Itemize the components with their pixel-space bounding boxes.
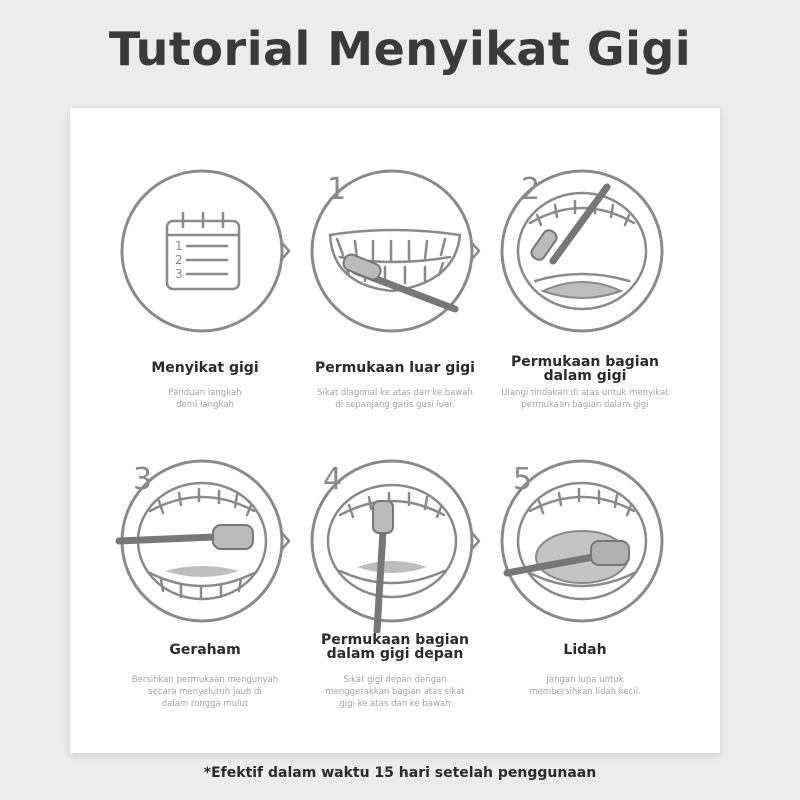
step-title: Menyikat gigi <box>151 360 259 376</box>
step-description: Sikat gigi depan dengan menggerakkan bagian atas sikat gigi ke atas dan ke bawah <box>325 675 465 709</box>
step-inner-surface <box>485 163 685 410</box>
step-inner-front <box>295 453 495 709</box>
outer-surface-brushing-icon <box>295 163 495 343</box>
step-description: Panduan langkah demi langkah <box>168 388 242 410</box>
calendar-list-icon <box>105 163 305 343</box>
svg-text:2: 2 <box>521 172 541 207</box>
step-description: Ulangi tindakan di atas untuk menyikat permukaan bagian dalam gigi <box>501 388 669 410</box>
step-molars <box>105 453 305 709</box>
svg-text:1: 1 <box>175 239 183 253</box>
step-outer-surface <box>295 163 495 410</box>
footnote: *Efektif dalam waktu 15 hari setelah penggunaan <box>203 765 597 781</box>
step-description: Sikat diagonal ke atas dan ke bawah di sepanjang garis gusi luar. <box>317 388 473 410</box>
page-title: Tutorial Menyikat Gigi <box>108 22 692 76</box>
tongue-brushing-icon <box>485 453 685 633</box>
molar-brushing-icon <box>105 453 305 633</box>
step-title: Permukaan luar gigi <box>315 360 475 376</box>
inner-front-brushing-icon <box>295 453 495 633</box>
step-tongue <box>485 453 685 697</box>
svg-text:2: 2 <box>175 253 183 267</box>
inner-surface-brushing-icon <box>485 163 685 343</box>
step-description: Bersihkan permukaan mengunyah secara menyeluruh jauh di dalam rongga mulut <box>131 675 279 709</box>
step-title: Geraham <box>169 642 241 658</box>
step-overview <box>105 163 305 410</box>
svg-text:5: 5 <box>513 462 533 497</box>
step-title: Permukaan bagian dalam gigi <box>511 354 659 384</box>
svg-text:1: 1 <box>327 172 347 207</box>
svg-text:3: 3 <box>175 267 183 281</box>
step-description: Jangan lupa untuk membersihkan lidah kecil. <box>529 675 641 697</box>
tutorial-card <box>70 108 720 753</box>
svg-text:3: 3 <box>133 462 153 497</box>
step-title: Lidah <box>563 642 607 658</box>
step-title: Permukaan bagian dalam gigi depan <box>321 632 469 662</box>
svg-text:4: 4 <box>323 462 343 497</box>
